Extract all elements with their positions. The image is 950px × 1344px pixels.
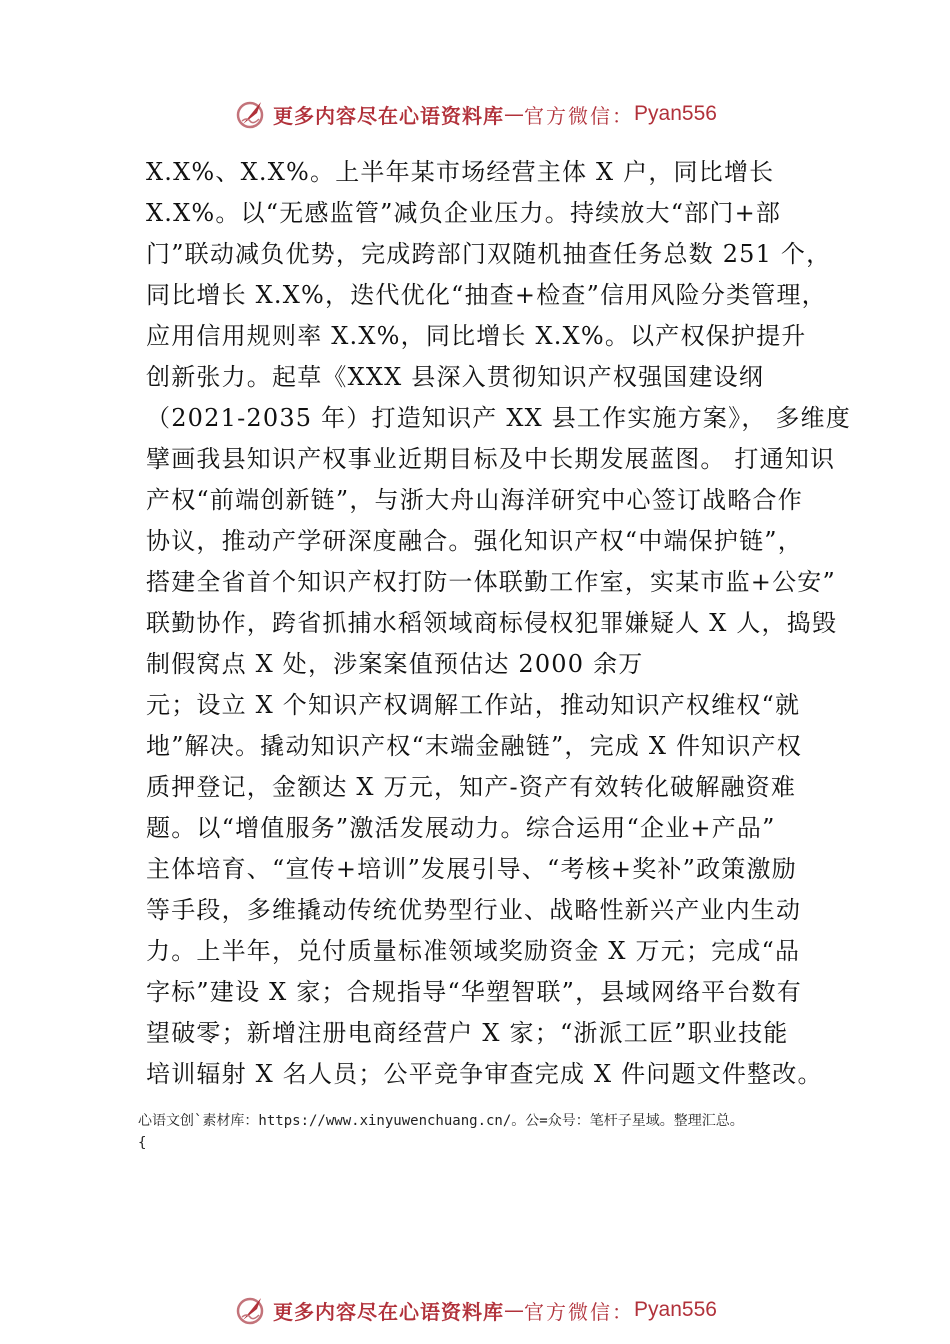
body-line: 产权“前端创新链”，与浙大舟山海洋研究中心签订战略合作 [146,486,803,514]
quill-logo-icon [233,97,267,131]
source-note [138,1110,848,1154]
banner-separator: — [504,1298,525,1322]
quill-logo-icon [233,1293,267,1327]
body-line: 等手段，多维撬动传统优势型行业、战略性新兴产业内生动 [146,896,802,924]
banner-title: 更多内容尽在心语资料库 [273,103,505,128]
body-line: 搭建全省首个知识产权打防一体联勤工作室，实某市监+公安” [146,568,836,596]
body-line: 题。以“增值服务”激活发展动力。综合运用“企业+产品” [146,814,776,842]
body-line: 制假窝点 X 处，涉案案值预估达 2000 余万 [146,650,644,678]
body-line: （2021-2035 年）打造知识产 XX 县工作实施方案》， 多维度 [146,404,851,432]
banner-wechat-label: 官方微信： [524,1299,635,1324]
body-line: 力。上半年，兑付质量标准领域奖励资金 X 万元；完成“品 [146,937,801,965]
body-line: 主体培育、“宣传+培训”发展引导、“考核+奖补”政策激励 [146,855,797,883]
body-line: 应用信用规则率 X.X%，同比增长 X.X%。以产权保护提升 [146,322,807,350]
body-line: 字标”建设 X 家；合规指导“华塑智联”，县域网络平台数有 [146,978,802,1006]
banner-wechat-id: Pyan556 [634,1298,717,1321]
source-note-line: 心语文创`素材库：https://www.xinyuwenchuang.cn/。公=众号：笔杆子星域。整理汇总。 [138,1113,744,1129]
body-line: 联勤协作，跨省抓捕水稻领域商标侵权犯罪嫌疑人 X 人，捣毁 [146,609,838,637]
body-line: 望破零；新增注册电商经营户 X 家；“浙派工匠”职业技能 [146,1019,789,1047]
body-line: 地”解决。撬动知识产权“末端金融链”，完成 X 件知识产权 [146,732,802,760]
body-line: X.X%。以“无感监管”减负企业压力。持续放大“部门+部 [146,199,782,227]
source-note-brace: { [138,1135,147,1151]
body-line: 同比增长 X.X%，迭代优化“抽查+检查”信用风险分类管理， [146,281,827,309]
body-line: 门”联动减负优势，完成跨部门双随机抽查任务总数 251 个， [146,240,832,268]
body-line: X.X%、X.X%。上半年某市场经营主体 X 户，同比增长 [146,158,775,186]
banner-title: 更多内容尽在心语资料库 [273,1299,505,1324]
document-body [146,152,851,1095]
body-line: 元；设立 X 个知识产权调解工作站，推动知识产权维权“就 [146,691,801,719]
body-line: 质押登记，金额达 X 万元，知产-资产有效转化破解融资难 [146,773,797,801]
footer-banner [0,1290,950,1330]
body-line: 协议，推动产学研深度融合。强化知识产权“中端保护链”， [146,527,803,555]
header-banner [0,94,950,134]
body-line: 培训辐射 X 名人员；公平竞争审查完成 X 件问题文件整改。 [146,1060,823,1088]
body-line: 擘画我县知识产权事业近期目标及中长期发展蓝图。 打通知识 [146,445,836,473]
body-line: 创新张力。起草《XXX 县深入贯彻知识产权强国建设纲 [146,363,765,391]
banner-wechat-label: 官方微信： [524,103,635,128]
banner-wechat-id: Pyan556 [634,102,717,125]
banner-separator: — [504,102,525,126]
